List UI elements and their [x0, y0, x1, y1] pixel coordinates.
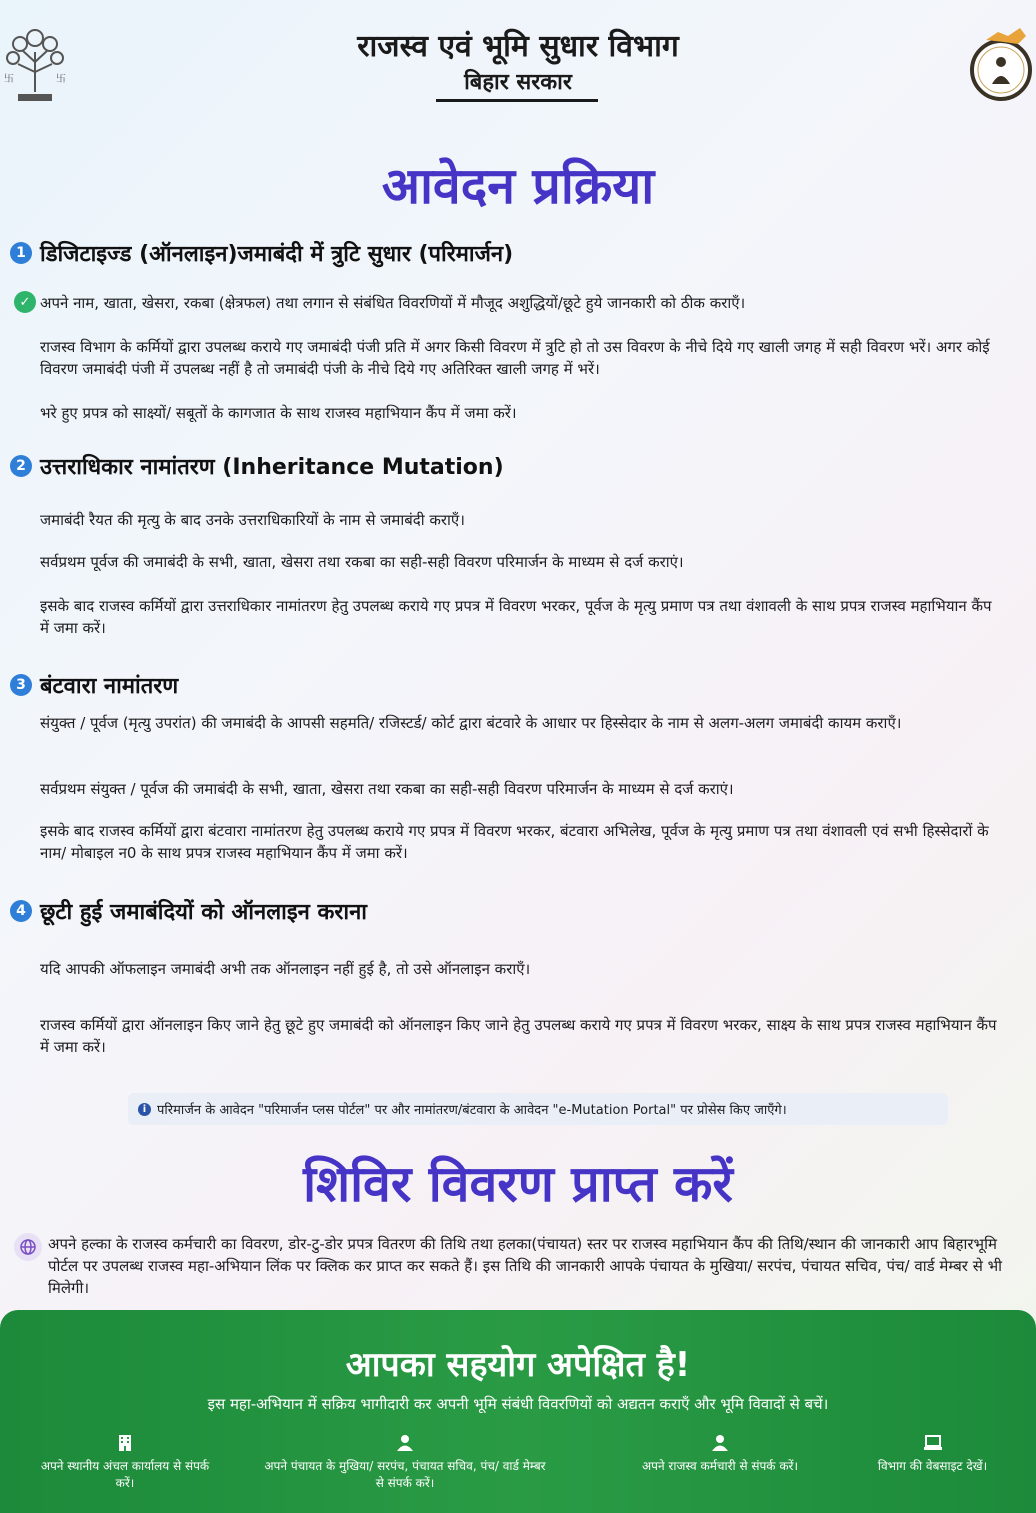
section-1-para-3: भरे हुए प्रपत्र को साक्ष्यों/ सबूतों के कागजात के साथ राजस्व महाभियान कैंप में जमा करें।: [40, 404, 517, 422]
section-1-para-2: राजस्व विभाग के कर्मियों द्वारा उपलब्ध कराये गए जमाबंदी पंजी प्रति में अगर किसी विवरण में त्रुटि हो तो उस विवरण के नीचे दिये गए खाली जगह में सही विवरण भरें। अगर कोई विवरण जमाबंदी पंजी में उपलब्ध नहीं है तो जमाबंदी पंजी के नीचे दिये गए अतिरिक्त खाली जगह में भरें।: [40, 338, 990, 378]
laptop-icon: [924, 1434, 942, 1452]
title-underline: [436, 99, 598, 102]
section-4-para-2: राजस्व कर्मियों द्वारा ऑनलाइन किए जाने हेतु छूटे हुए जमाबंदी को ऑनलाइन किए जाने हेतु उपलब्ध कराये गए प्रपत्र में विवरण भरकर, साक्ष्य के साथ प्रपत्र राजस्व महाभियान कैंप में जमा करें।: [40, 1016, 997, 1056]
government-title: बिहार सरकार: [464, 69, 572, 95]
portal-note: [128, 1093, 948, 1125]
section-4-para-1: यदि आपकी ऑफलाइन जमाबंदी अभी तक ऑनलाइन नहीं हुई है, तो उसे ऑनलाइन कराएँ।: [40, 960, 531, 978]
contact-panchayat-text: अपने पंचायत के मुखिया/ सरपंच, पंचायत सचिव, पंच/ वार्ड मेम्बर से संपर्क करें।: [264, 1459, 546, 1490]
contact-office-text: अपने स्थानीय अंचल कार्यालय से संपर्क करें।: [40, 1459, 210, 1490]
section-3-para-2: सर्वप्रथम संयुक्त / पूर्वज की जमाबंदी के सभी, खाता, खेसरा तथा रकबा का सही-सही विवरण परिमार्जन के माध्यम से दर्ज कराएं।: [40, 780, 734, 798]
section-2-heading: [10, 451, 504, 481]
section-2-para-3: इसके बाद राजस्व कर्मियों द्वारा उत्तराधिकार नामांतरण हेतु उपलब्ध कराये गए प्रपत्र में विवरण भरकर, पूर्वज के मृत्यु प्रमाण पत्र तथा वंशावली के साथ प्रपत्र राजस्व महाभियान कैंप में जमा करें।: [40, 597, 992, 637]
section-2-para-2: सर्वप्रथम पूर्वज की जमाबंदी के सभी, खाता, खेसरा तथा रकबा का सही-सही विवरण परिमार्जन के माध्यम से दर्ज कराएं।: [40, 553, 684, 571]
section-1-heading: [10, 238, 513, 268]
section-title: छूटी हुई जमाबंदियों को ऑनलाइन कराना: [40, 900, 368, 925]
header: [0, 0, 1036, 120]
section-2-para-1: जमाबंदी रैयत की मृत्यु के बाद उनके उत्तराधिकारियों के नाम से जमाबंदी कराएँ।: [40, 511, 465, 529]
contact-panchayat-item: [260, 1434, 550, 1492]
number-badge: 3: [10, 674, 32, 696]
footer-title: आपका सहयोग अपेक्षित है!: [345, 1345, 691, 1385]
contact-office-item: [30, 1434, 220, 1492]
section-4-heading: [10, 896, 367, 926]
website-text: विभाग की वेबसाइट देखें।: [877, 1459, 988, 1473]
section-title: बंटवारा नामांतरण: [40, 674, 179, 699]
portal-note-text: परिमार्जन के आवेदन "परिमार्जन प्लस पोर्टल" पर और नामांतरण/बंटवारा के आवेदन "e-Mutation Portal" पर प्रोसेस किए जाएँगे।: [157, 1103, 787, 1118]
campaign-logo-icon: [968, 22, 1034, 106]
contact-employee-text: अपने राजस्व कर्मचारी से संपर्क करें।: [641, 1459, 799, 1473]
application-process-title: आवेदन प्रक्रिया: [381, 157, 655, 215]
section-3-para-3: इसके बाद राजस्व कर्मियों द्वारा बंटवारा नामांतरण हेतु उपलब्ध कराये गए प्रपत्र में विवरण भरकर, बंटवारा अभिलेख, पूर्वज के मृत्यु प्रमाण पत्र तथा वंशावली एवं सभी हिस्सेदारों के नाम/ मोबाइल न0 के साथ प्रपत्र राजस्व महाभियान कैंप में जमा करें।: [40, 822, 989, 862]
person-icon: [396, 1434, 414, 1452]
svg-text:卐: 卐: [56, 74, 66, 85]
info-icon: i: [138, 1103, 151, 1116]
section-title: डिजिटाइज्ड (ऑनलाइन)जमाबंदी में त्रुटि सुधार (परिमार्जन): [40, 242, 514, 267]
section-1-para-1: अपने नाम, खाता, खेसरा, रकबा (क्षेत्रफल) तथा लगान से संबंधित विवरणियों में मौजूद अशुद्धियों/छूटे हुये जानकारी को ठीक कराएँ।: [40, 294, 746, 312]
person-icon: [711, 1434, 729, 1452]
number-badge: 1: [10, 242, 32, 264]
number-badge: 4: [10, 900, 32, 922]
check-icon: ✓: [14, 291, 36, 313]
footer-banner: [0, 1310, 1036, 1513]
svg-text:卐: 卐: [4, 74, 14, 85]
number-badge: 2: [10, 455, 32, 477]
website-item[interactable]: [850, 1434, 1015, 1475]
footer-subtitle: इस महा-अभियान में सक्रिय भागीदारी कर अपनी भूमि संबंधी विवरणियों को अद्यतन कराएँ और भूमि विवादों से बचें।: [207, 1395, 829, 1413]
section-3-para-1: संयुक्त / पूर्वज (मृत्यु उपरांत) की जमाबंदी के आपसी सहमति/ रजिस्टर्ड/ कोर्ट द्वारा बंटवारे के आधार पर हिस्सेदार के नाम से अलग-अलग जमाबंदी कायम कराएँ।: [40, 714, 902, 732]
camp-details-title: शिविर विवरण प्राप्त करें: [303, 1155, 733, 1213]
globe-icon: [14, 1233, 42, 1261]
building-icon: [116, 1434, 134, 1452]
department-title: राजस्व एवं भूमि सुधार विभाग: [357, 29, 679, 64]
section-title: उत्तराधिकार नामांतरण (Inheritance Mutation): [40, 455, 504, 480]
section-3-heading: [10, 670, 178, 700]
camp-details-text: अपने हल्का के राजस्व कर्मचारी का विवरण, डोर-टु-डोर प्रपत्र वितरण की तिथि तथा हलका(पंचायत) स्तर पर राजस्व महाभियान कैंप की तिथि/स्थान की जानकारी आप बिहारभूमि पोर्टल पर उपलब्ध राजस्व महा-अभियान लिंक पर क्लिक कर प्राप्त कर सकते हैं। इस तिथि की जानकारी आपके पंचायत के मुखिया/ सरपंच, पंचायत सचिव, पंच/ वार्ड मेम्बर से भी मिलेगी।: [48, 1235, 1003, 1297]
contact-employee-item: [610, 1434, 830, 1475]
